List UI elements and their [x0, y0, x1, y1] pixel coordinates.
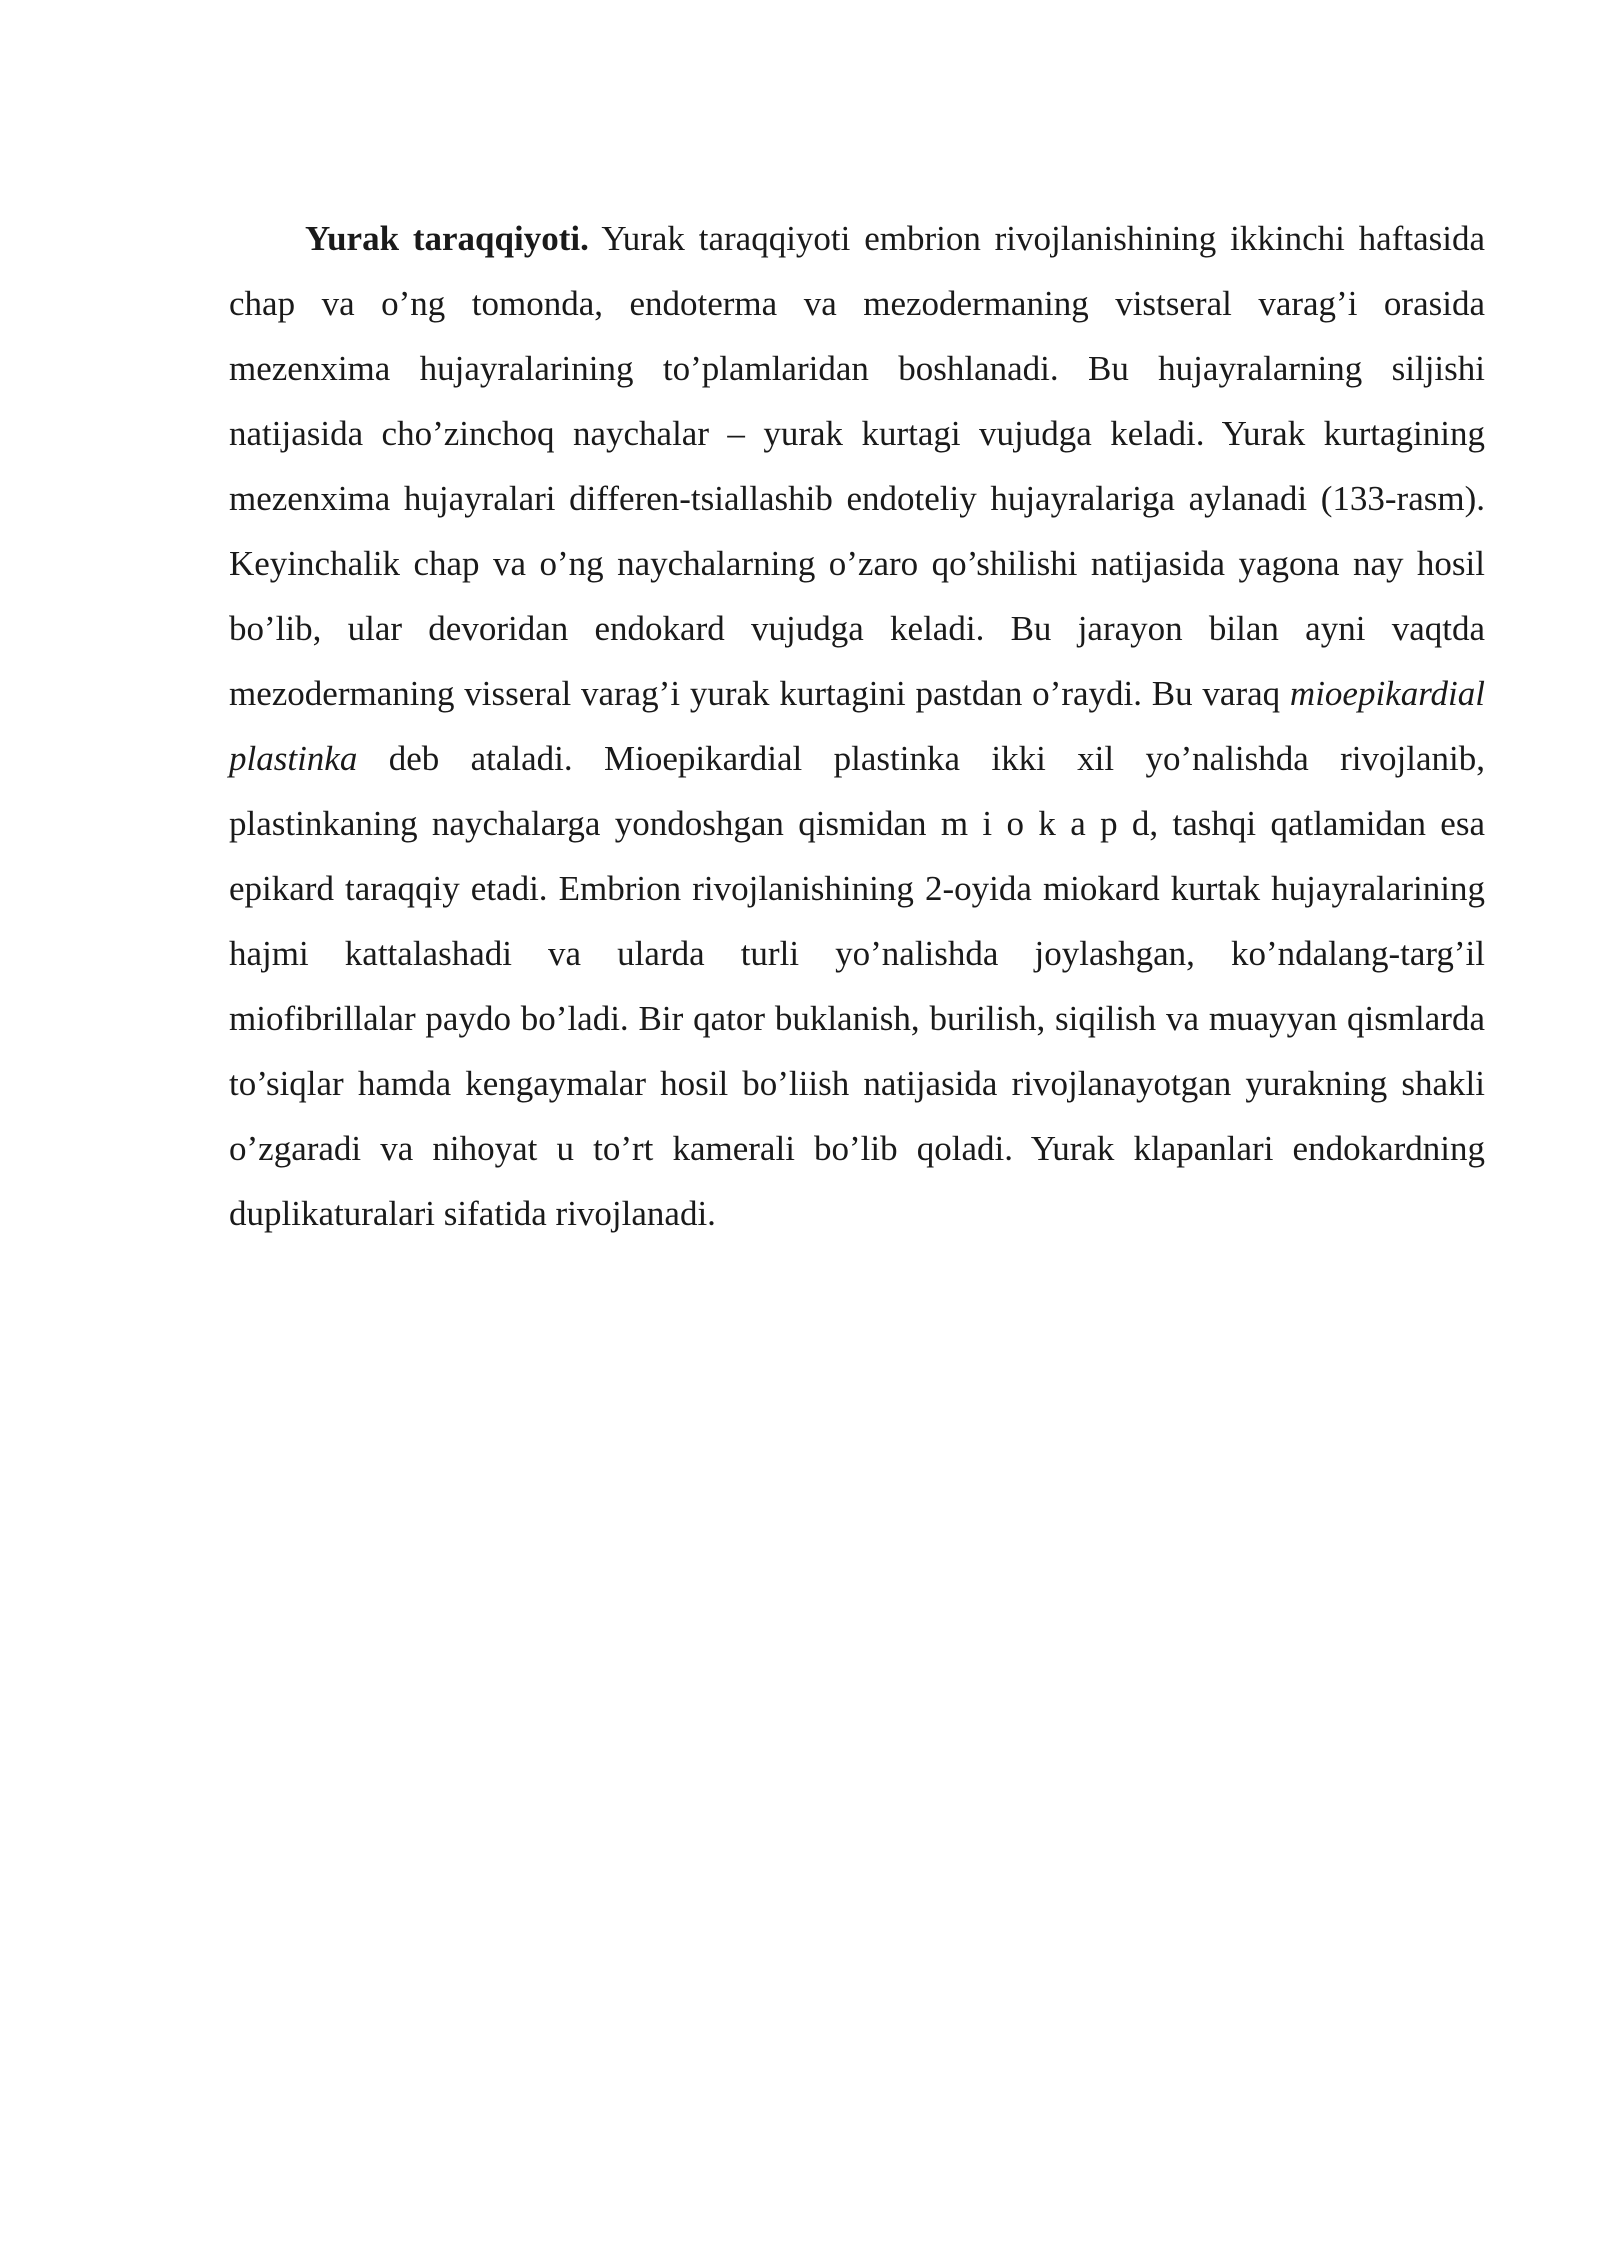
section-heading: Yurak taraqqiyoti. [305, 219, 589, 258]
paragraph-text-part-2: deb ataladi. Mioepikardial plastinka ikki xil yo’nalishda rivojlanib, plastinkaning naychalarga yondoshgan qismidan m i o k a p d, tashqi qatlamidan esa epikard taraqqiy etadi. Embrion rivojlanishining 2-oyida miokard kurtak hujayralarining hajmi kattalashadi va ularda turli yo’nalishda joylashgan, ko’ndalang-targ’il miofibrillalar paydo bo’ladi. Bir qator buklanish, burilish, siqilish va muayyan qismlarda to’siqlar hamda kengaymalar hosil bo’liish natijasida rivojlanayotgan yurakning shakli o’zgaradi va nihoyat u to’rt kamerali bo’lib qoladi. Yurak klapanlari endokardning duplikaturalari sifatida rivojlanadi. [229, 739, 1485, 1233]
italic-term: mioepikardial plastinka [229, 674, 1485, 778]
body-paragraph [229, 206, 1485, 1246]
paragraph-text-part-1: Yurak taraqqiyoti embrion rivojlanishining ikkinchi haftasida chap va o’ng tomonda, endoterma va mezodermaning vistseral varag’i orasida mezenxima hujayralarining to’plamlaridan boshlanadi. Bu hujayralarning siljishi natijasida cho’zinchoq naychalar – yurak kurtagi vujudga keladi. Yurak kurtagining mezenxima hujayralari differen-tsiallashib endoteliy hujayralariga aylanadi (133-rasm). Keyinchalik chap va o’ng naychalarning o’zaro qo’shilishi natijasida yagona nay hosil bo’lib, ular devoridan endokard vujudga keladi. Bu jarayon bilan ayni vaqtda mezodermaning visseral varag’i yurak kurtagini pastdan o’raydi. Bu varaq [229, 219, 1485, 713]
